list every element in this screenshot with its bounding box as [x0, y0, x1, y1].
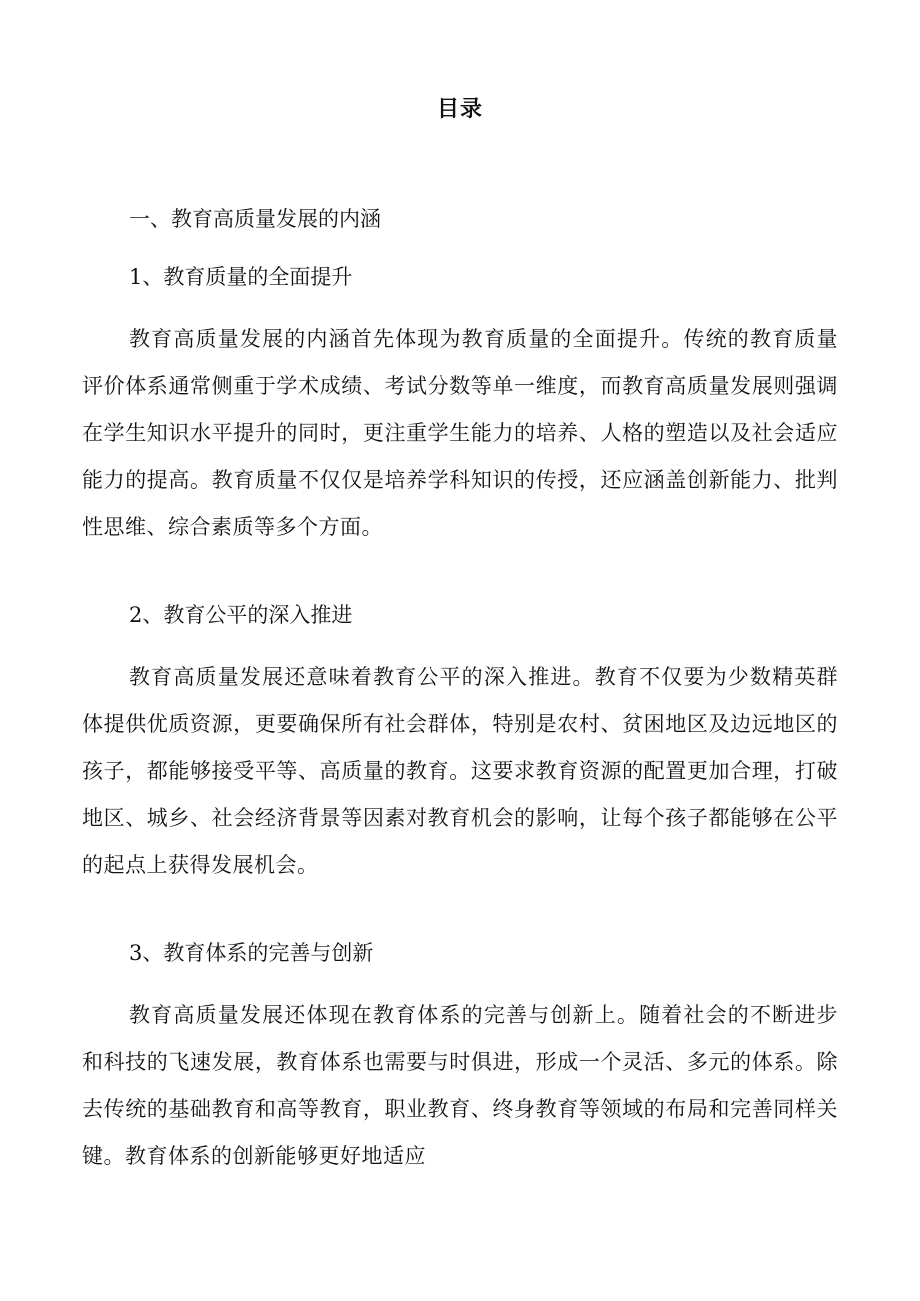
- paragraph-2: 教育高质量发展还意味着教育公平的深入推进。教育不仅要为少数精英群体提供优质资源，更要确保所有社会群体，特别是农村、贫困地区及边远地区的孩子，都能够接受平等、高质量的教育。这要求教育资源的配置更加合理，打破地区、城乡、社会经济背景等因素对教育机会的影响，让每个孩子都能够在公平的起点上获得发展机会。: [82, 665, 838, 877]
- section-heading-1: 一、教育高质量发展的内涵: [129, 207, 381, 231]
- page-title: 目录: [436, 96, 483, 122]
- paragraph-1: 教育高质量发展的内涵首先体现为教育质量的全面提升。传统的教育质量评价体系通常侧重于学术成绩、考试分数等单一维度，而教育高质量发展则强调在学生知识水平提升的同时，更注重学生能力的培养、人格的塑造以及社会适应能力的提高。教育质量不仅仅是培养学科知识的传授，还应涵盖创新能力、批判性思维、综合素质等多个方面。: [82, 327, 838, 539]
- subsection-heading-2: 2、教育公平的深入推进: [129, 603, 353, 627]
- paragraph-3: 教育高质量发展还体现在教育体系的完善与创新上。随着社会的不断进步和科技的飞速发展，教育体系也需要与时俱进，形成一个灵活、多元的体系。除去传统的基础教育和高等教育，职业教育、终身教育等领域的布局和完善同样关键。教育体系的创新能够更好地适应: [82, 1003, 838, 1168]
- subsection-heading-1: 1、教育质量的全面提升: [129, 265, 353, 289]
- subsection-heading-3: 3、教育体系的完善与创新: [129, 941, 374, 965]
